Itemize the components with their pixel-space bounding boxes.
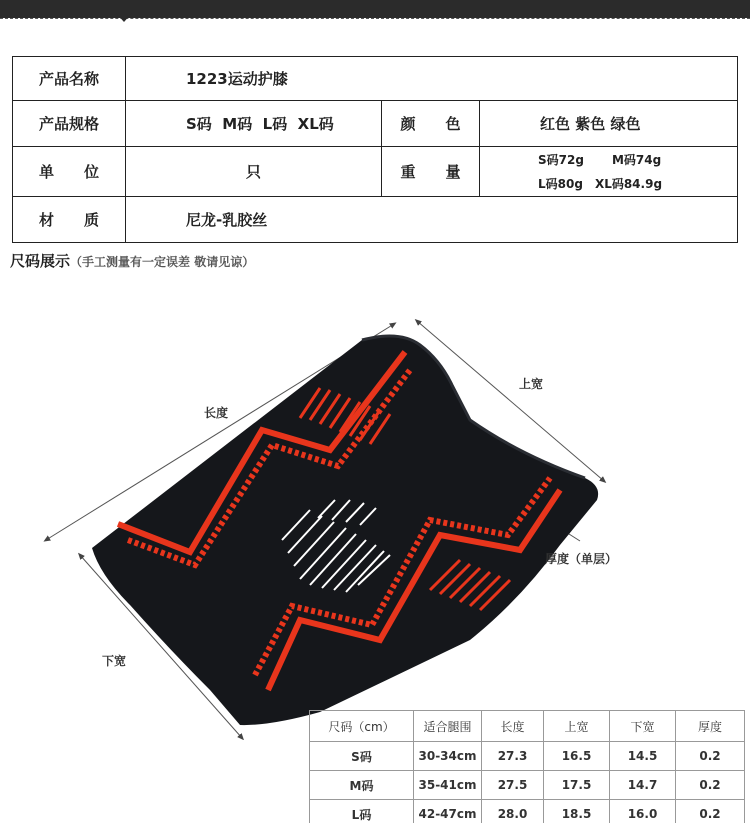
table-cell: 30-34cm <box>414 742 482 771</box>
table-cell: 17.5 <box>544 771 610 800</box>
weight-line-2 <box>538 172 737 196</box>
table-cell: 18.5 <box>544 800 610 823</box>
size-m: M码 <box>222 115 253 133</box>
table-cell: 42-47cm <box>414 800 482 823</box>
spec-material-value: 尼龙-乳胶丝 <box>126 197 738 243</box>
table-cell: 27.5 <box>482 771 544 800</box>
header-bar <box>0 0 750 18</box>
size-title-note: （手工测量有一定误差 敬请见谅） <box>70 255 255 269</box>
length-label: 长度 <box>204 406 229 420</box>
size-s: S码 <box>186 115 212 133</box>
spec-weight-value <box>480 147 738 197</box>
weight-line-1 <box>538 148 737 172</box>
spec-material-label: 材 质 <box>13 197 126 243</box>
size-title-text: 尺码展示 <box>10 252 71 270</box>
spec-size-value <box>126 101 382 147</box>
size-table-header <box>310 711 745 742</box>
table-cell: 16.5 <box>544 742 610 771</box>
spec-row-name <box>13 57 738 101</box>
weight-m: M码74g <box>611 152 662 167</box>
size-section-title <box>10 250 254 271</box>
table-cell: L码 <box>310 800 414 823</box>
size-header-cell: 尺码（cm） <box>310 711 414 742</box>
table-cell: 35-41cm <box>414 771 482 800</box>
weight-xl: XL码84.9g <box>594 176 663 191</box>
size-xl: XL码 <box>297 115 334 133</box>
table-cell: 0.2 <box>676 742 745 771</box>
spec-name-label: 产品名称 <box>13 57 126 101</box>
table-cell: 14.5 <box>610 742 676 771</box>
table-row <box>310 800 745 823</box>
size-header-cell: 上宽 <box>544 711 610 742</box>
table-row <box>310 742 745 771</box>
spec-color-label: 颜 色 <box>382 101 480 147</box>
spec-unit-label: 单 位 <box>13 147 126 197</box>
spec-unit-value: 只 <box>126 147 382 197</box>
thickness-label: 厚度（单层） <box>545 552 618 566</box>
size-table <box>309 710 745 823</box>
size-header-cell: 厚度 <box>676 711 745 742</box>
bottom-width-label: 下宽 <box>102 654 127 668</box>
size-header-cell: 下宽 <box>610 711 676 742</box>
table-cell: 16.0 <box>610 800 676 823</box>
spec-weight-label: 重 量 <box>382 147 480 197</box>
size-header-cell: 长度 <box>482 711 544 742</box>
table-cell: 0.2 <box>676 800 745 823</box>
top-width-label: 上宽 <box>519 377 544 391</box>
header-notch <box>116 13 132 22</box>
table-cell: S码 <box>310 742 414 771</box>
table-cell: M码 <box>310 771 414 800</box>
size-header-cell: 适合腿围 <box>414 711 482 742</box>
spec-size-label: 产品规格 <box>13 101 126 147</box>
weight-l: L码80g <box>538 176 583 191</box>
product-figure <box>0 300 750 740</box>
weight-s: S码72g <box>538 152 584 167</box>
table-cell: 0.2 <box>676 771 745 800</box>
table-cell: 28.0 <box>482 800 544 823</box>
sleeve-body <box>92 336 598 725</box>
spec-color-value: 红色 紫色 绿色 <box>480 101 738 147</box>
spec-table <box>12 56 738 243</box>
spec-row-size <box>13 101 738 147</box>
table-cell: 27.3 <box>482 742 544 771</box>
size-l: L码 <box>262 115 288 133</box>
header-divider <box>0 18 750 19</box>
table-row <box>310 771 745 800</box>
spec-row-unit <box>13 147 738 197</box>
spec-name-value: 1223运动护膝 <box>126 57 738 101</box>
table-cell: 14.7 <box>610 771 676 800</box>
knee-sleeve-illustration <box>0 300 750 740</box>
spec-row-material <box>13 197 738 243</box>
